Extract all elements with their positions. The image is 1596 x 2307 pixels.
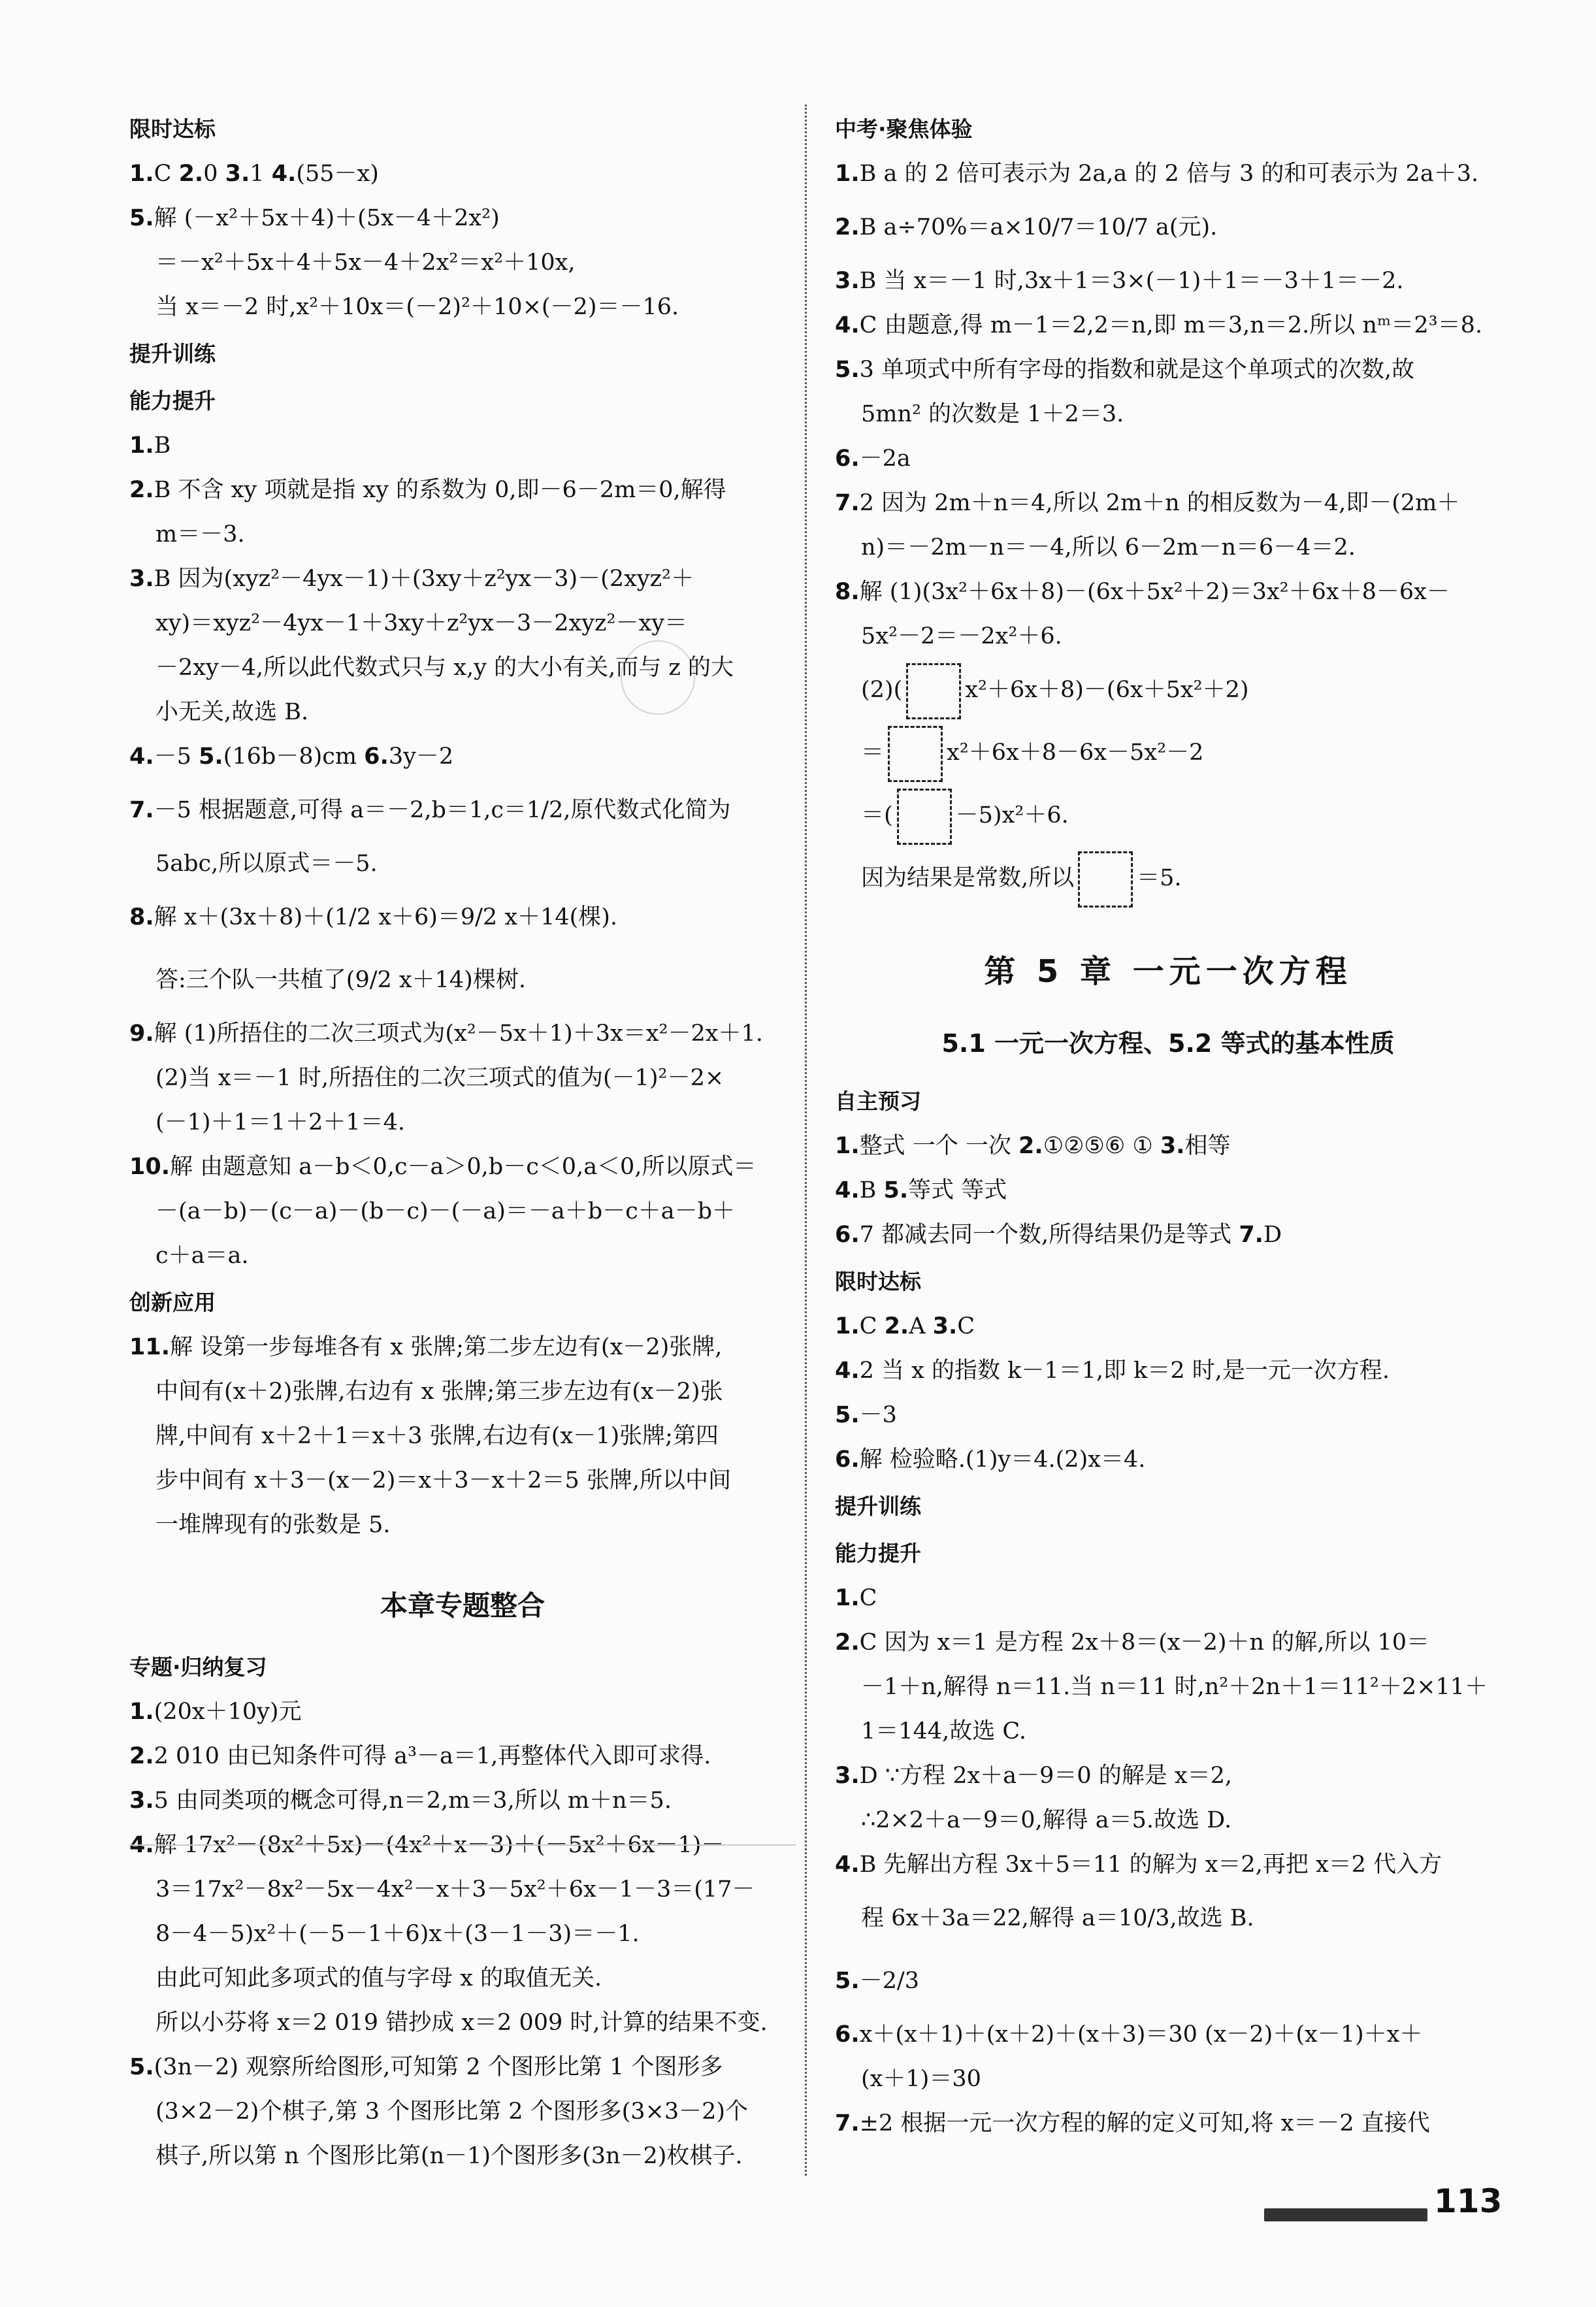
answer-line: 3.D ∵方程 2x＋a－9＝0 的解是 x＝2, xyxy=(835,1763,1233,1789)
answer-line: 棋子,所以第 n 个图形比第(n－1)个图形多(3n－2)枚棋子. xyxy=(155,2143,743,2169)
answer-line: 1.C 2.A 3.C xyxy=(835,1313,975,1339)
answer-line: 7.±2 根据一元一次方程的解的定义可知,将 x＝－2 直接代 xyxy=(835,2110,1430,2136)
answer-line: 所以小芬将 x＝2 019 错抄成 x＝2 009 时,计算的结果不变. xyxy=(155,2010,768,2036)
answer-line: 5x²－2＝－2x²＋6. xyxy=(861,623,1062,649)
answer-line: 4.2 当 x 的指数 k－1＝1,即 k＝2 时,是一元一次方程. xyxy=(835,1358,1390,1384)
section-heading: 中考·聚焦体验 xyxy=(835,116,973,142)
answer-line: ＝( －5)x²＋6. xyxy=(835,784,1501,847)
answer-line: 1.B xyxy=(129,433,171,459)
section-heading: 限时达标 xyxy=(129,116,216,142)
answer-line: (2)当 x＝－1 时,所捂住的二次三项式的值为(－1)²－2× xyxy=(155,1065,725,1091)
answer-line: 牌,中间有 x＋2＋1＝x＋3 张牌,右边有(x－1)张牌;第四 xyxy=(155,1423,719,1449)
answer-line: －(a－b)－(c－a)－(b－c)－(－a)＝－a＋b－c＋a－b＋ xyxy=(155,1198,735,1224)
blank-box xyxy=(1078,851,1133,908)
answer-line: ＝ x²＋6x＋8－6x－5x²－2 xyxy=(835,721,1501,784)
scan-line xyxy=(129,1844,796,1846)
answer-line: 4.－5 5.(16b－8)cm 6.3y－2 xyxy=(129,744,454,770)
answer-line: 2.B 不含 xy 项就是指 xy 的系数为 0,即－6－2m＝0,解得 xyxy=(129,477,726,503)
answer-line: 3.B 当 x＝－1 时,3x＋1＝3×(－1)＋1＝－3＋1＝－2. xyxy=(835,268,1404,294)
section-heading: 能力提升 xyxy=(129,388,216,414)
answer-line: 11.解 设第一步每堆各有 x 张牌;第二步左边有(x－2)张牌, xyxy=(129,1334,723,1360)
answer-line: 9.解 (1)所捂住的二次三项式为(x²－5x＋1)＋3x＝x²－2x＋1. xyxy=(129,1021,763,1047)
answer-line: 步中间有 x＋3－(x－2)＝x＋3－x＋2＝5 张牌,所以中间 xyxy=(155,1467,731,1494)
blank-box xyxy=(906,663,961,719)
answer-line: －1＋n,解得 n＝11.当 n＝11 时,n²＋2n＋1＝11²＋2×11＋ xyxy=(861,1674,1488,1700)
answer-line: 6.7 都减去同一个数,所得结果仍是等式 7.D xyxy=(835,1222,1282,1248)
answer-line: 因为结果是常数,所以 ＝5. xyxy=(835,847,1501,909)
blank-box xyxy=(897,789,952,845)
section-heading: 提升训练 xyxy=(129,341,216,367)
answer-line: 4.B 先解出方程 3x＋5＝11 的解为 x＝2,再把 x＝2 代入方 xyxy=(835,1852,1442,1878)
section-heading: 限时达标 xyxy=(835,1269,921,1294)
answer-line: 5.－2/3 xyxy=(835,1968,919,1994)
answer-line: 2.B a÷70%＝a×10/7＝10/7 a(元). xyxy=(835,214,1218,240)
answer-line: 4.C 由题意,得 m－1＝2,2＝n,即 m＝3,n＝2.所以 nᵐ＝2³＝8. xyxy=(835,312,1483,338)
answer-line: 5mn² 的次数是 1＋2＝3. xyxy=(861,401,1124,427)
answer-line: 1＝144,故选 C. xyxy=(861,1718,1026,1744)
section-heading: 提升训练 xyxy=(835,1494,921,1519)
section-heading: 创新应用 xyxy=(129,1290,216,1315)
answer-line: (－1)＋1＝1＋2＋1＝4. xyxy=(155,1109,406,1136)
answer-line: 6.x＋(x＋1)＋(x＋2)＋(x＋3)＝30 (x－2)＋(x－1)＋x＋ xyxy=(835,2021,1423,2048)
right-column xyxy=(835,105,1501,2146)
answer-line: 程 6x＋3a＝22,解得 a＝10/3,故选 B. xyxy=(861,1905,1254,1931)
answer-line: 8.解 (1)(3x²＋6x＋8)－(6x＋5x²＋2)＝3x²＋6x＋8－6x－ xyxy=(835,579,1450,605)
chapter-title: 第 5 章 一元一次方程 xyxy=(984,953,1352,990)
topic-title: 本章专题整合 xyxy=(380,1590,545,1622)
answer-line: －2xy－4,所以此代数式只与 x,y 的大小有关,而与 z 的大 xyxy=(155,655,734,681)
answer-line: 1.C xyxy=(835,1585,877,1611)
answer-line: 2.C 因为 x＝1 是方程 2x＋8＝(x－2)＋n 的解,所以 10＝ xyxy=(835,1629,1429,1656)
answer-line: 8.解 x＋(3x＋8)＋(1/2 x＋6)＝9/2 x＋14(棵). xyxy=(129,904,618,930)
answer-line: 中间有(x＋2)张牌,右边有 x 张牌;第三步左边有(x－2)张 xyxy=(155,1379,723,1405)
answer-line: (x＋1)＝30 xyxy=(861,2066,981,2092)
answer-line: 1.整式 一个 一次 2.①②⑤⑥ ① 3.相等 xyxy=(835,1133,1231,1159)
answer-line: 3＝17x²－8x²－5x－4x²－x＋3－5x²＋6x－1－3＝(17－ xyxy=(155,1876,755,1903)
answer-line: n)＝－2m－n＝－4,所以 6－2m－n＝6－4＝2. xyxy=(861,534,1356,561)
answer-line: 5.解 (－x²＋5x＋4)＋(5x－4＋2x²) xyxy=(129,205,500,231)
answer-line: 5.(3n－2) 观察所给图形,可知第 2 个图形比第 1 个图形多 xyxy=(129,2054,723,2080)
answer-line: 4.B 5.等式 等式 xyxy=(835,1177,1007,1203)
answer-line: 答:三个队一共植了(9/2 x＋14)棵树. xyxy=(155,967,526,993)
answer-line: 1.(20x＋10y)元 xyxy=(129,1699,302,1725)
answer-line: 3.5 由同类项的概念可得,n＝2,m＝3,所以 m＋n＝5. xyxy=(129,1788,672,1814)
answer-line: 小无关,故选 B. xyxy=(155,699,309,725)
answer-line: xy)＝xyz²－4yx－1＋3xy＋z²yx－3－2xyz²－xy＝ xyxy=(155,610,687,636)
answer-line: (3×2－2)个棋子,第 3 个图形比第 2 个图形多(3×3－2)个 xyxy=(155,2099,749,2125)
answer-line: c＋a＝a. xyxy=(155,1243,249,1269)
left-column xyxy=(129,105,796,2178)
answer-line: 当 x＝－2 时,x²＋10x＝(－2)²＋10×(－2)＝－16. xyxy=(155,294,679,320)
answer-line: m＝－3. xyxy=(155,521,245,548)
answer-line: 7.2 因为 2m＋n＝4,所以 2m＋n 的相反数为－4,即－(2m＋ xyxy=(835,490,1460,516)
blank-box xyxy=(888,726,943,782)
answer-line: 5.－3 xyxy=(835,1402,897,1428)
answer-line: 3.B 因为(xyz²－4yx－1)＋(3xy＋z²yx－3)－(2xyz²＋ xyxy=(129,566,694,592)
answer-line: 8－4－5)x²＋(－5－1＋6)x＋(3－1－3)＝－1. xyxy=(155,1921,640,1947)
answer-line: 由此可知此多项式的值与字母 x 的取值无关. xyxy=(155,1965,602,1991)
answer-line: ＝－x²＋5x＋4＋5x－4＋2x²＝x²＋10x, xyxy=(155,250,576,276)
answer-line: ∴2×2＋a－9＝0,解得 a＝5.故选 D. xyxy=(861,1807,1232,1833)
section-heading: 自主预习 xyxy=(835,1088,921,1114)
section-heading: 专题·归纳复习 xyxy=(129,1654,267,1680)
section-title: 5.1 一元一次方程、5.2 等式的基本性质 xyxy=(941,1029,1395,1058)
answer-line: 4.解 17x²－(8x²＋5x)－(4x²＋x－3)＋(－5x²＋6x－1)－ xyxy=(129,1832,725,1858)
answer-line: 2.2 010 由已知条件可得 a³－a＝1,再整体代入即可求得. xyxy=(129,1743,711,1769)
answer-line: (2)( x²＋6x＋8)－(6x＋5x²＋2) xyxy=(835,659,1501,721)
answer-line: 6.解 检验略.(1)y＝4.(2)x＝4. xyxy=(835,1447,1146,1473)
answer-line: 5.3 单项式中所有字母的指数和就是这个单项式的次数,故 xyxy=(835,357,1415,383)
answer-line: 7.－5 根据题意,可得 a＝－2,b＝1,c＝1/2,原代数式化简为 xyxy=(129,797,731,823)
answer-line: 1.C 2.0 3.1 4.(55－x) xyxy=(129,161,379,187)
answer-line: 1.B a 的 2 倍可表示为 2a,a 的 2 倍与 3 的和可表示为 2a＋3. xyxy=(835,161,1479,187)
section-heading: 能力提升 xyxy=(835,1541,921,1566)
answer-line: 一堆牌现有的张数是 5. xyxy=(155,1512,391,1538)
answer-line: 10.解 由题意知 a－b＜0,c－a＞0,b－c＜0,a＜0,所以原式＝ xyxy=(129,1154,757,1180)
answer-line: 6.－2a xyxy=(835,446,911,472)
column-divider xyxy=(805,105,807,2176)
answer-line: 5abc,所以原式＝－5. xyxy=(155,851,378,877)
page-number-bar xyxy=(1264,2208,1427,2221)
page-number: 113 xyxy=(1434,2182,1503,2220)
